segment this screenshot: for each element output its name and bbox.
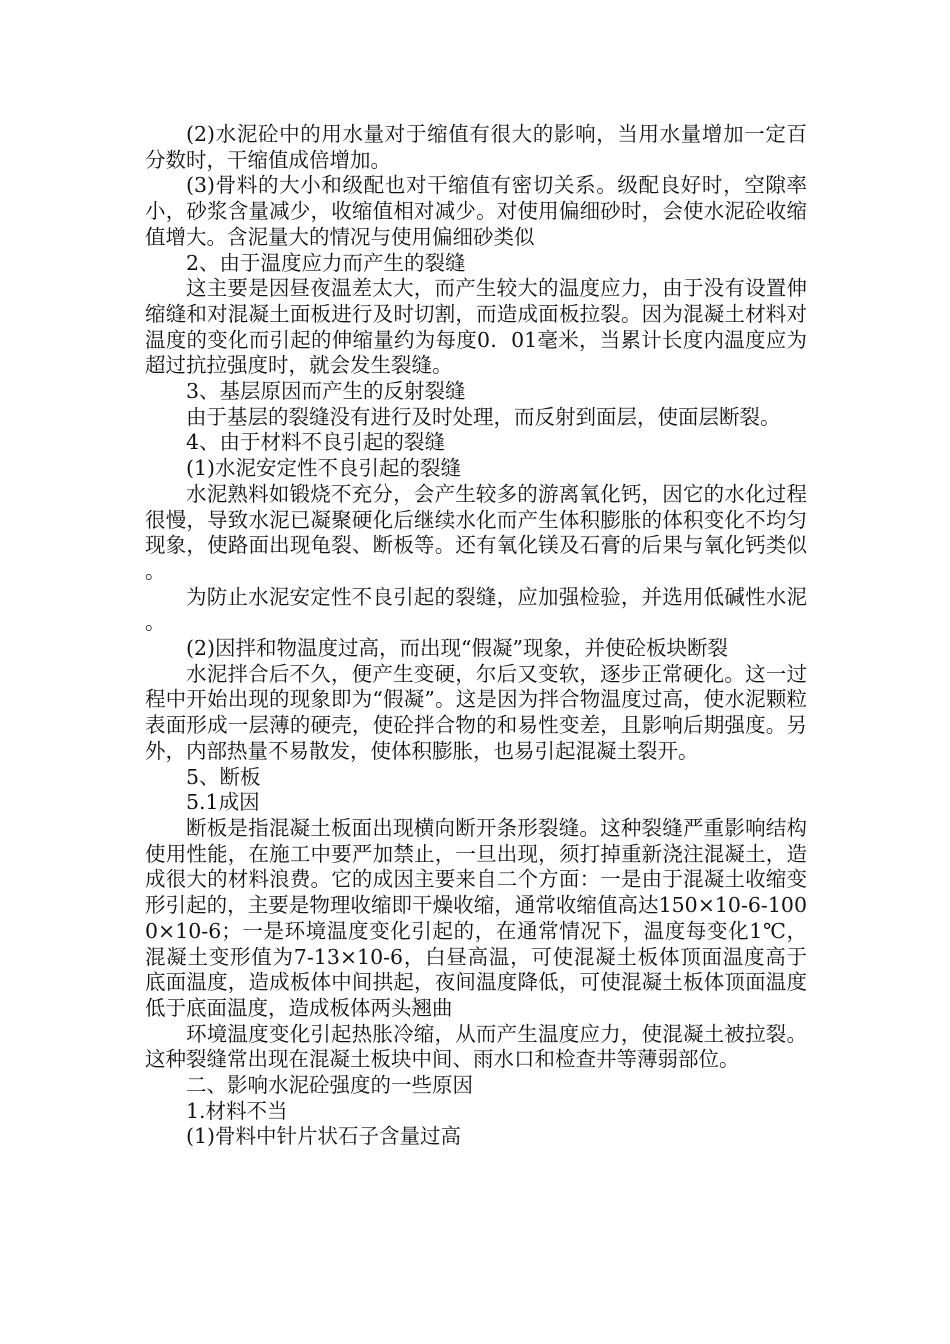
paragraph-cement-clinker: 水泥熟料如锻烧不充分，会产生较多的游离氧化钙，因它的水化过程很慢，导致水泥已凝聚硬化后继续水化而产生体积膨胀的体积变化不均匀现象，使路面出现龟裂、断板等。还有氧化镁及石膏的后果与氧化钙类似。 [145,481,807,583]
heading-strength-factors: 二、影响水泥砼强度的一些原因 [186,1073,473,1098]
paragraph-base-reflection: 由于基层的裂缝没有进行及时处理，而反射到面层，使面层断裂。 [186,404,781,429]
subheading-cement-stability: (1)水泥安定性不良引起的裂缝 [186,456,462,481]
document-body [145,122,807,1150]
paragraph-aggregate-grading: (3)骨料的大小和级配也对干缩值有密切关系。级配良好时，空隙率小，砂浆含量减少，收缩值相对减少。对使用偏细砂时，会使水泥砼收缩值增大。含泥量大的情况与使用偏细砂类似 [145,173,807,249]
paragraph-temperature-stress: 这主要是因昼夜温差太大，而产生较大的温度应力，由于没有设置伸缩缝和对混凝土面板进行及时切割，而造成面板拉裂。因为混凝土材料对温度的变化而引起的伸缩量约为每度0．01毫米，当累计长度内温度应为超过抗拉强度时，就会发生裂缝。 [145,276,807,378]
paragraph-prevention: 为防止水泥安定性不良引起的裂缝，应加强检验，并选用低碱性水泥。 [145,584,807,635]
paragraph-false-set: 水泥拌合后不久，便产生变硬，尔后又变软，逐步正常硬化。这一过程中开始出现的现象即为“假凝”。这是因为拌合物温度过高，使水泥颗粒表面形成一层薄的硬壳，使砼拌合物的和易性变差，且影响后期强度。另外，内部热量不易散发，使体积膨胀，也易引起混凝土裂开。 [145,661,807,763]
heading-material-cracks: 4、由于材料不良引起的裂缝 [186,430,446,455]
paragraph-thermal-expansion: 环境温度变化引起热胀冷缩，从而产生温度应力，使混凝土被拉裂。这种裂缝常出现在混凝土板块中间、雨水口和检查井等薄弱部位。 [145,1021,807,1072]
subheading-false-set: (2)因拌和物温度过高，而出现“假凝”现象，并使砼板块断裂 [186,636,728,661]
heading-temperature-stress-cracks: 2、由于温度应力而产生的裂缝 [186,250,466,275]
subheading-causes: 5.1成因 [186,790,260,815]
subheading-improper-materials: 1.材料不当 [186,1098,288,1123]
paragraph-broken-slab-causes: 断板是指混凝土板面出现横向断开条形裂缝。这种裂缝严重影响结构使用性能，在施工中要严加禁止，一旦出现，须打掉重新浇注混凝土，造成很大的材料浪费。它的成因主要来自二个方面：一是由于混凝土收缩变形引起的，主要是物理收缩即干燥收缩，通常收缩值高达150×10-6-1000×10-6；一是环境温度变化引起的，在通常情况下，温度每变化1℃，混凝土变形值为7-13×10-6，白昼高温，可使混凝土板体顶面温度高于底面温度，造成板体中间拱起，夜间温度降低，可使混凝土板体顶面温度低于底面温度，造成板体两头翘曲 [145,815,807,1020]
paragraph-water-content: (2)水泥砼中的用水量对于缩值有很大的影响，当用水量增加一定百分数时，干缩值成倍增加。 [145,122,807,172]
heading-base-reflection-cracks: 3、基层原因而产生的反射裂缝 [186,379,466,404]
heading-broken-slab: 5、断板 [186,764,261,789]
subheading-flaky-aggregate: (1)骨料中针片状石子含量过高 [186,1124,462,1149]
